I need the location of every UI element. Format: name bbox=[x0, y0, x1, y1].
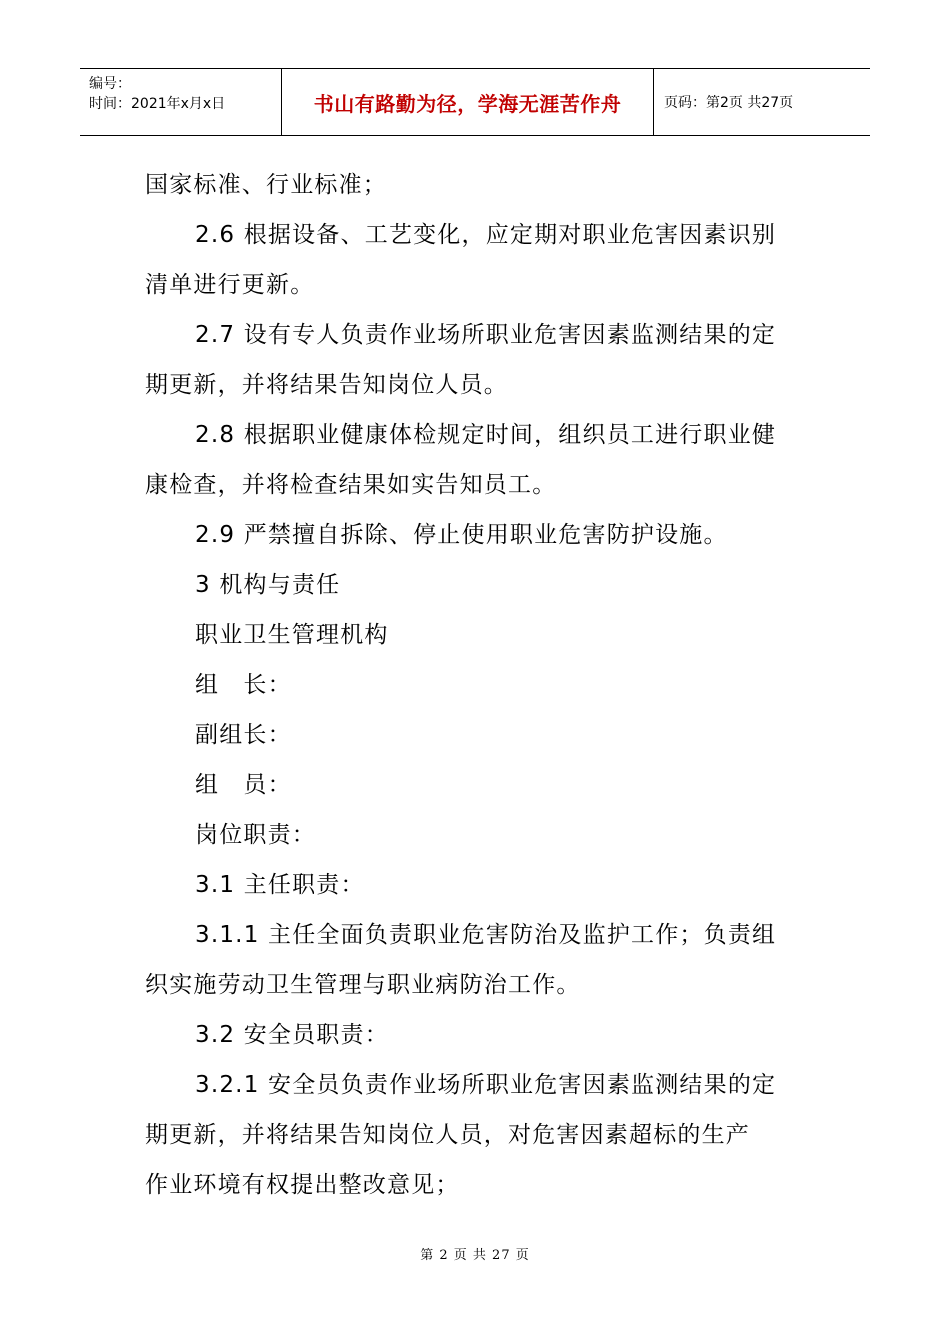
page-footer: 第 2 页 共 27 页 bbox=[420, 1248, 530, 1263]
body-line: 期更新，并将结果告知岗位人员。 bbox=[145, 372, 508, 398]
header-motto: 书山有路勤为径，学海无涯苦作舟 bbox=[313, 91, 622, 116]
clause-2-7: 2.7 设有专人负责作业场所职业危害因素监测结果的定 bbox=[195, 322, 777, 348]
group-member-label: 组 员： bbox=[195, 772, 292, 798]
clause-3-1-1: 3.1.1 主任全面负责职业危害防治及监护工作；负责组 bbox=[195, 922, 777, 948]
document-body bbox=[145, 160, 815, 1210]
clause-3-2: 3.2 安全员职责： bbox=[195, 1022, 389, 1048]
clause-3-2-1: 3.2.1 安全员负责作业场所职业危害因素监测结果的定 bbox=[195, 1072, 777, 1098]
header-page-cell bbox=[654, 69, 870, 135]
body-line: 康检查，并将检查结果如实告知员工。 bbox=[145, 472, 557, 498]
body-line: 织实施劳动卫生管理与职业病防治工作。 bbox=[145, 972, 581, 998]
header-motto-cell bbox=[282, 69, 654, 135]
deputy-leader-label: 副组长： bbox=[195, 722, 292, 748]
date-label: 时间：2021年x月x日 bbox=[89, 96, 226, 112]
org-title: 职业卫生管理机构 bbox=[195, 622, 389, 648]
clause-2-9: 2.9 严禁擅自拆除、停止使用职业危害防护设施。 bbox=[195, 522, 728, 548]
section-3-heading: 3 机构与责任 bbox=[195, 572, 341, 598]
group-leader-label: 组 长： bbox=[195, 672, 292, 698]
clause-2-6: 2.6 根据设备、工艺变化，应定期对职业危害因素识别 bbox=[195, 222, 777, 248]
body-line: 国家标准、行业标准； bbox=[145, 172, 387, 198]
serial-number-label: 编号： bbox=[89, 76, 131, 92]
header-table bbox=[80, 68, 870, 136]
body-line: 清单进行更新。 bbox=[145, 272, 315, 298]
body-line: 作业环境有权提出整改意见； bbox=[145, 1172, 460, 1198]
body-line: 期更新，并将结果告知岗位人员，对危害因素超标的生产 bbox=[145, 1122, 750, 1148]
header-page-info: 页码：第2页 共27页 bbox=[664, 95, 794, 111]
clause-3-1: 3.1 主任职责： bbox=[195, 872, 365, 898]
clause-2-8: 2.8 根据职业健康体检规定时间，组织员工进行职业健 bbox=[195, 422, 777, 448]
header-meta-cell bbox=[80, 69, 282, 135]
job-duties-label: 岗位职责： bbox=[195, 822, 316, 848]
